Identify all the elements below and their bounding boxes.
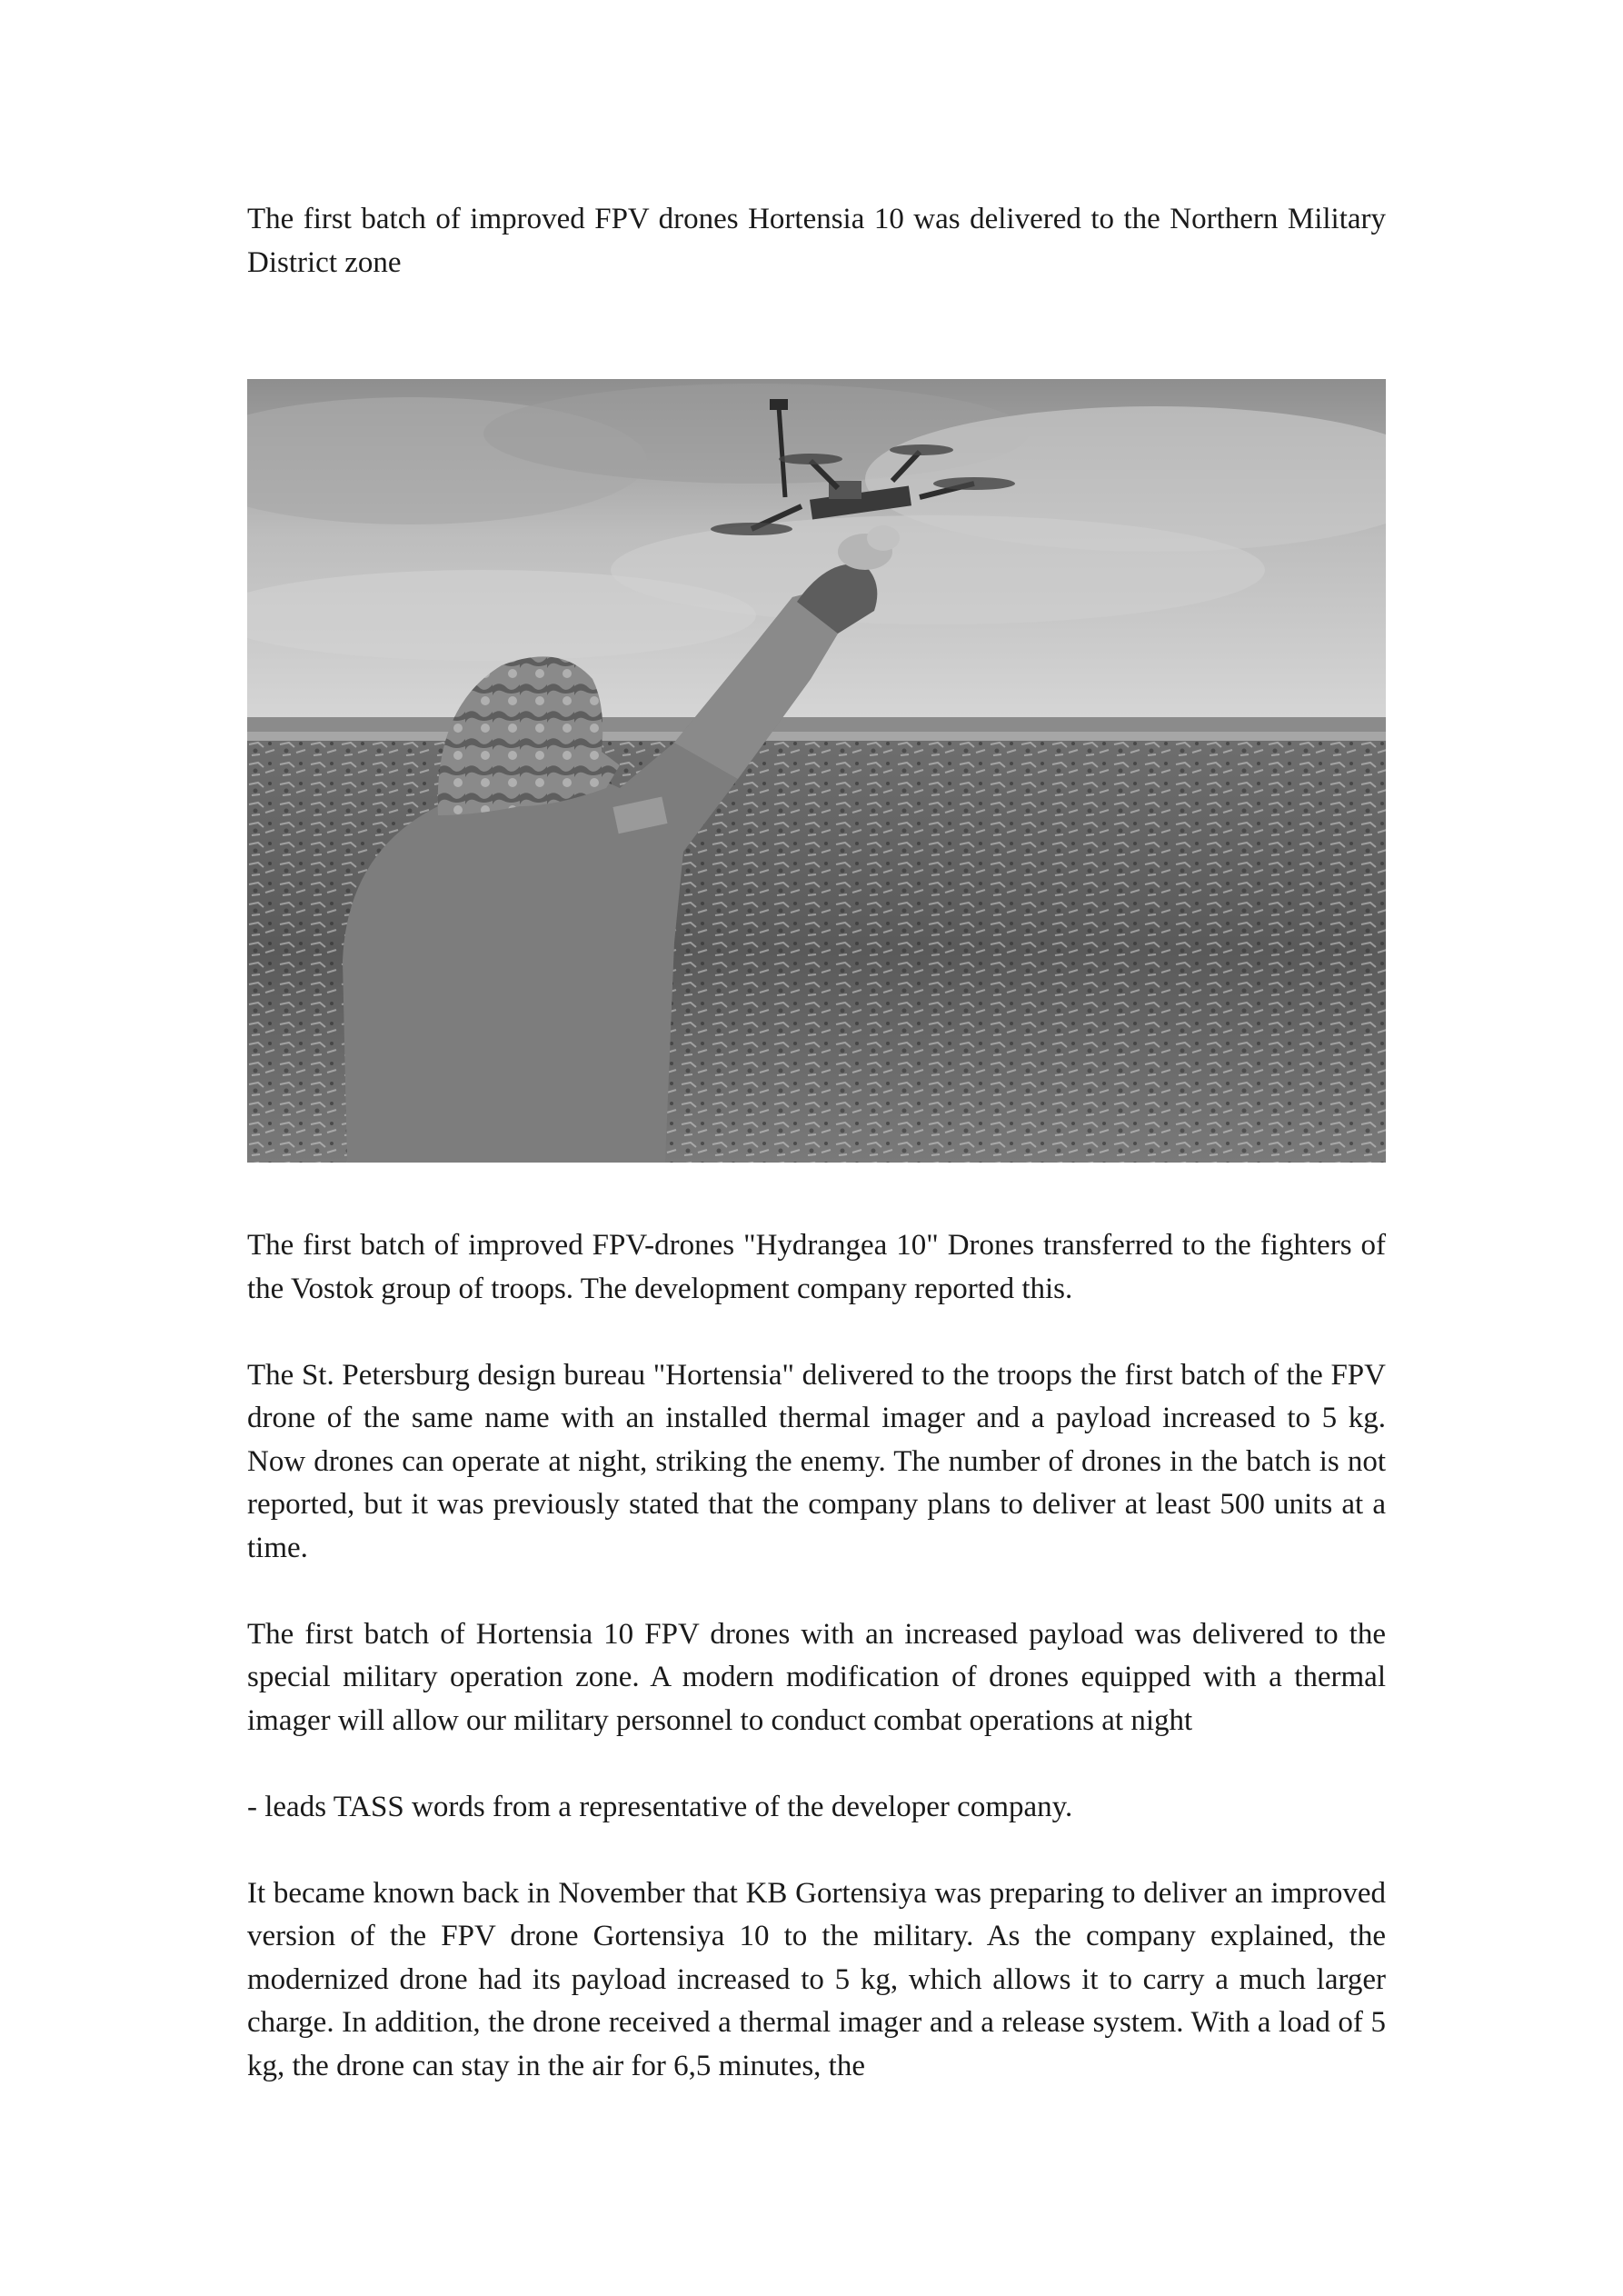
article-photo [247,379,1386,1163]
article-body [247,198,1386,2131]
paragraph: The St. Petersburg design bureau "Hortensia" delivered to the troops the first batch of the FPV drone of the same name with an installed thermal imager and a payload increased to 5 kg. Now drones can operate at night, striking the enemy. The number of drones in the batch is not reported, but it was previously stated that the company plans to deliver at least 500 units at a time. [247,1358,1386,1564]
paragraph: The first batch of improved FPV-drones "Hydrangea 10" Drones transferred to the fighters of the Vostok group of troops. The development company reported this. [247,1229,1386,1305]
article-headline: The first batch of improved FPV drones Hortensia 10 was delivered to the Northern Military District zone [247,203,1386,279]
paragraph: It became known back in November that KB Gortensiya was preparing to deliver an improved version of the FPV drone Gortensiya 10 to the military. As the company explained, the modernized drone had its payload increased to 5 kg, which allows it to carry a much larger charge. In addition, the drone received a thermal imager and a release system. With a load of 5 kg, the drone can stay in the air for 6,5 minutes, the [247,1876,1386,2082]
paragraph: The first batch of Hortensia 10 FPV drones with an increased payload was delivered to the special military operation zone. A modern modification of drones equipped with a thermal imager will allow our military personnel to conduct combat operations at night [247,1617,1386,1737]
paragraph: - leads TASS words from a representative of the developer company. [247,1790,1073,1823]
